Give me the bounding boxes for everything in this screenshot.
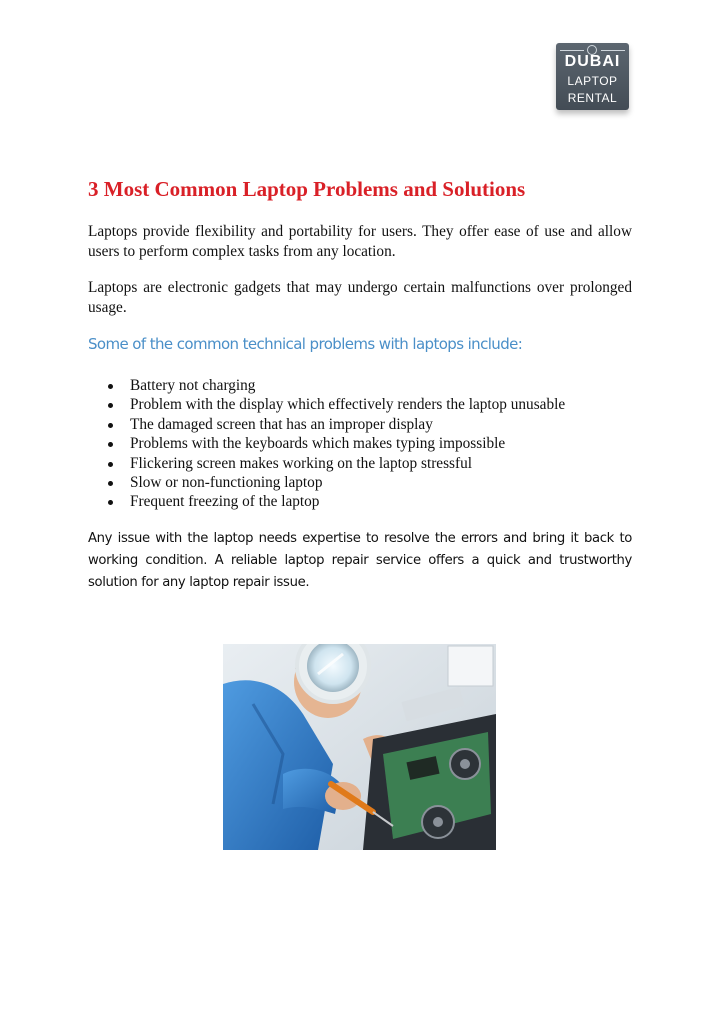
list-item: Slow or non-functioning laptop [108,473,565,492]
problems-list [108,376,565,512]
logo-word-laptop: LAPTOP [567,74,618,88]
list-item: Battery not charging [108,376,565,395]
brand-logo [556,43,629,110]
page-title: 3 Most Common Laptop Problems and Solutions [88,177,526,201]
list-item: Flickering screen makes working on the laptop stressful [108,454,565,473]
list-item: Problems with the keyboards which makes typing impossible [108,434,565,453]
laptop-repair-photo [223,644,496,850]
list-item: The damaged screen that has an improper display [108,415,565,434]
logo-word-rental: RENTAL [567,91,618,105]
intro-paragraph: Laptops provide flexibility and portability for users. They offer ease of use and allow users to perform complex tasks from any location. [88,223,632,260]
logo-divider-left [560,50,584,51]
logo-word-dubai: DUBAI [564,53,621,70]
malfunctions-paragraph: Laptops are electronic gadgets that may undergo certain malfunctions over prolonged usage. [88,279,632,316]
closing-paragraph: Any issue with the laptop needs expertise to resolve the errors and bring it back to working condition. A reliable laptop repair service offers a quick and trustworthy solution for any laptop repair issue. [88,531,632,590]
list-item: Frequent freezing of the laptop [108,492,565,511]
list-item: Problem with the display which effectively renders the laptop unusable [108,395,565,414]
problems-subheading: Some of the common technical problems with laptops include: [88,335,523,353]
logo-divider-right [601,50,625,51]
